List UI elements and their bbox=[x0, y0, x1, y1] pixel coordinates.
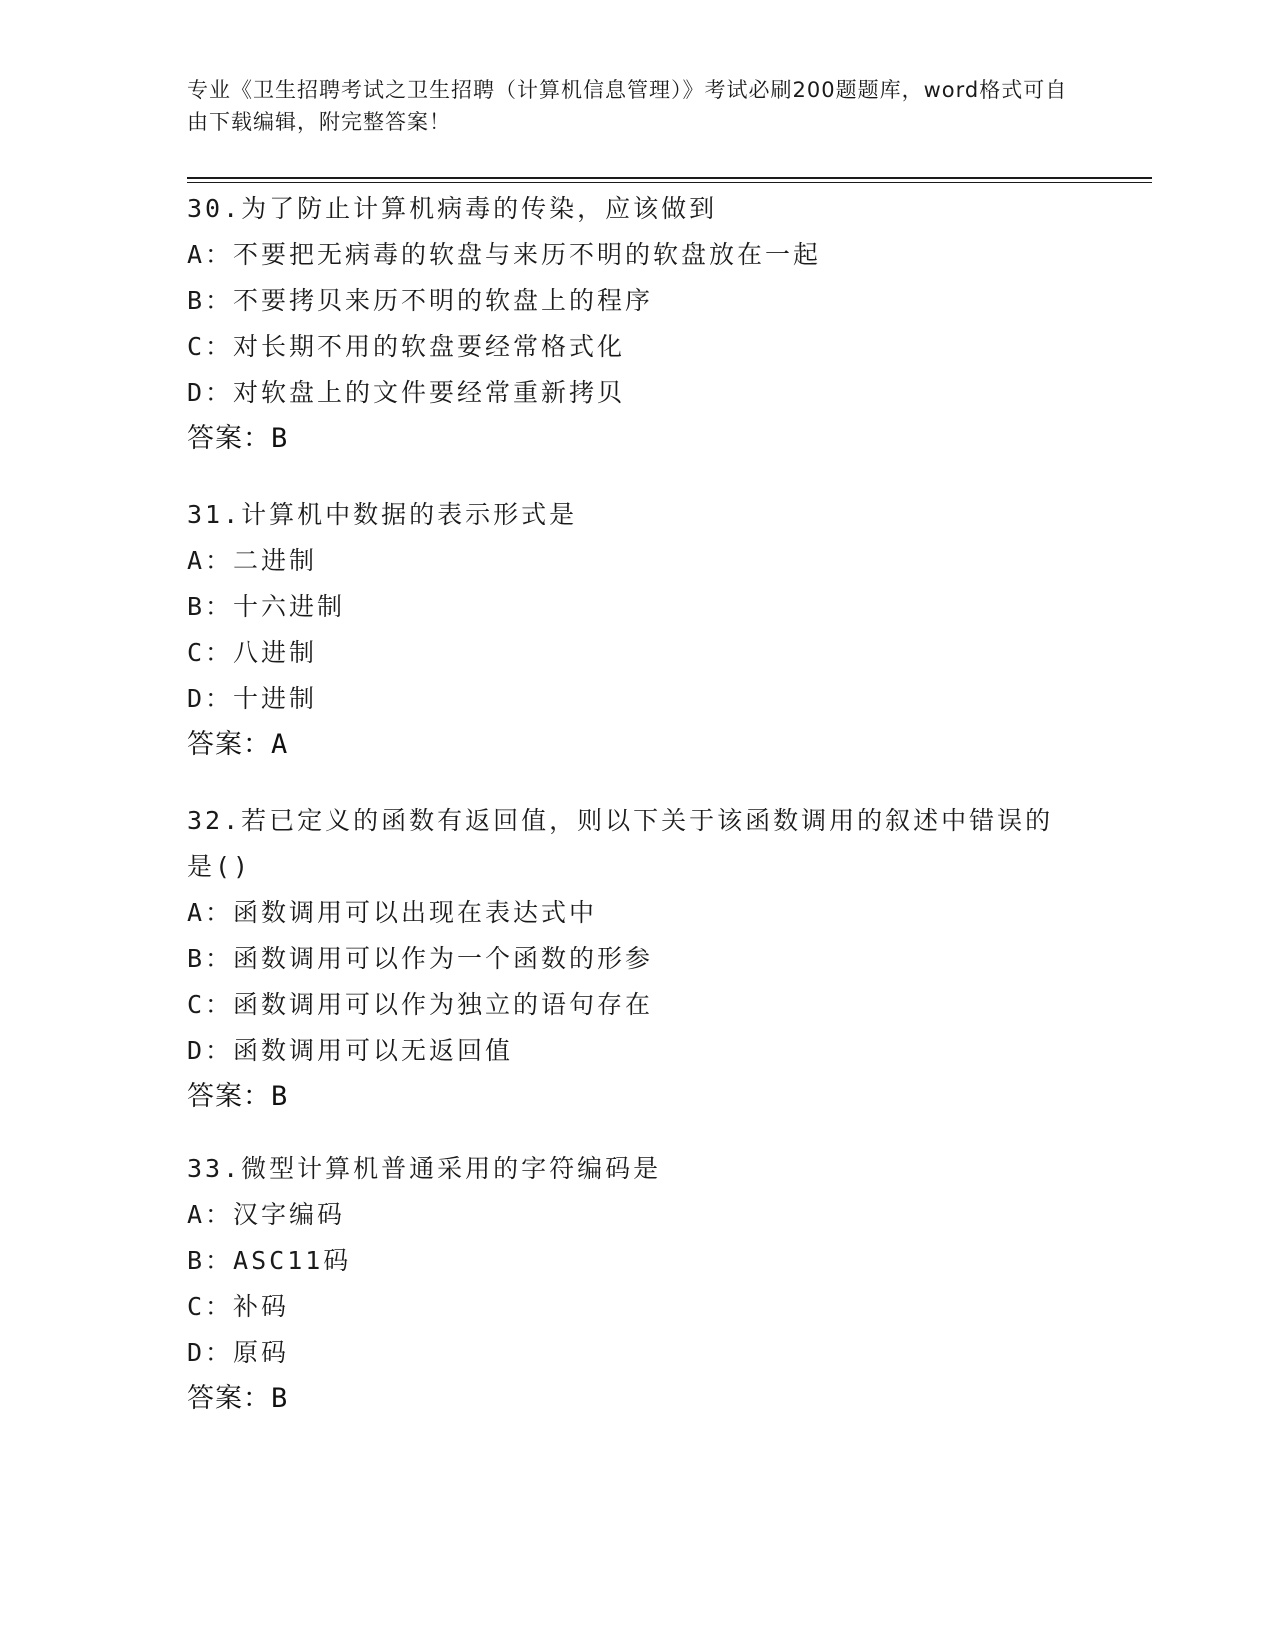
header-divider-thin bbox=[187, 182, 1152, 183]
option-a: A：函数调用可以出现在表达式中 bbox=[187, 898, 598, 927]
header-divider-thick bbox=[187, 177, 1152, 179]
answer-label: 答案： bbox=[187, 729, 271, 760]
question-30 bbox=[187, 186, 1087, 462]
option-b: B：十六进制 bbox=[187, 592, 346, 621]
answer-value: A bbox=[271, 729, 289, 760]
answer-label: 答案： bbox=[187, 1081, 271, 1112]
option-c: C：函数调用可以作为独立的语句存在 bbox=[187, 990, 654, 1019]
question-stem: 31.计算机中数据的表示形式是 bbox=[187, 500, 578, 529]
option-b: B：函数调用可以作为一个函数的形参 bbox=[187, 944, 654, 973]
answer-value: B bbox=[271, 1383, 289, 1414]
option-c: C：补码 bbox=[187, 1292, 290, 1321]
option-a: A：二进制 bbox=[187, 546, 318, 575]
document-header: 专业《卫生招聘考试之卫生招聘（计算机信息管理）》考试必刷200题题库，word格式可自由下载编辑，附完整答案！ bbox=[187, 78, 1068, 134]
option-c: C：八进制 bbox=[187, 638, 318, 667]
answer-line bbox=[187, 416, 1087, 462]
question-31 bbox=[187, 492, 1087, 768]
answer-line bbox=[187, 1074, 1087, 1120]
answer-label: 答案： bbox=[187, 423, 271, 454]
option-d: D：对软盘上的文件要经常重新拷贝 bbox=[187, 378, 626, 407]
option-d: D：原码 bbox=[187, 1338, 290, 1367]
option-a: A：不要把无病毒的软盘与来历不明的软盘放在一起 bbox=[187, 240, 822, 269]
answer-line bbox=[187, 1376, 1087, 1422]
answer-value: B bbox=[271, 423, 289, 454]
option-b: B：ASC11码 bbox=[187, 1246, 352, 1275]
option-a: A：汉字编码 bbox=[187, 1200, 346, 1229]
option-d: D：函数调用可以无返回值 bbox=[187, 1036, 514, 1065]
question-33 bbox=[187, 1146, 1087, 1422]
option-d: D：十进制 bbox=[187, 684, 318, 713]
question-stem: 33.微型计算机普通采用的字符编码是 bbox=[187, 1154, 662, 1183]
question-stem: 30.为了防止计算机病毒的传染，应该做到 bbox=[187, 194, 718, 223]
question-stem: 32.若已定义的函数有返回值，则以下关于该函数调用的叙述中错误的是() bbox=[187, 806, 1054, 881]
answer-line bbox=[187, 722, 1087, 768]
question-32 bbox=[187, 798, 1087, 1120]
answer-value: B bbox=[271, 1081, 289, 1112]
answer-label: 答案： bbox=[187, 1383, 271, 1414]
option-c: C：对长期不用的软盘要经常格式化 bbox=[187, 332, 626, 361]
option-b: B：不要拷贝来历不明的软盘上的程序 bbox=[187, 286, 654, 315]
